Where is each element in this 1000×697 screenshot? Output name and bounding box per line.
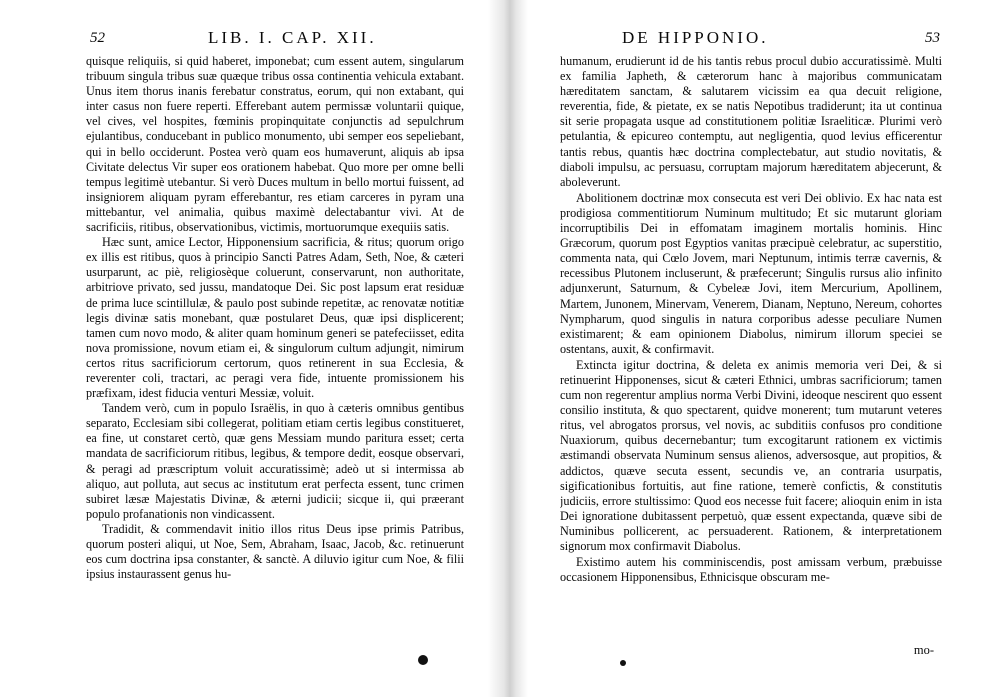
right-running-title: DE HIPPONIO. [622,28,769,47]
ink-blot [418,655,428,665]
paragraph: Hæc sunt, amice Lector, Hipponensium sacrificia, & ritus; quorum origo ex illis est ritibus, quos à principio Sancti Patres Adam, Seth, Noe, & cæteri usurparunt, ac piè, religiosèque coluerunt, conservarunt, non authoritate, arbitriove privato, sed jussu, mandatoque Dei. Sic post lapsum erat residuæ de prima luce scintillulæ, & paulo post subinde repetitæ, ac renovatæ notitiæ legis divinæ satis monebant, quæ postularet Deus, quæ ipsi displicerent; tamen cum novo modo, & aliter quam hominum generi se patefeciisset, edita nova promissione, novum etiam ei, & singulorum cultum adjungit, nimirum certos ritus sacrificiorum certorum, quos retinerent in sua Ecclesia, & reverenter coli, tractari, ac peragi vera fide, intuente promissionem his præfixam, idest fiducia venturi Messiæ, voluit. [86,235,464,401]
left-page-number: 52 [90,30,105,46]
right-page [560,26,942,666]
paragraph: humanum, erudierunt id de his tantis rebus procul dubio accuratissimè. Multi ex familia Japheth, & cæterorum hanc à majoribus communicatam hæreditatem sanctam, & salutarem vicissim ea qua decuit religione, reverentia, fide, & pietate, ex se natis Nepotibus tradiderunt; ita ut continua sit serie propagata usque ad constitutionem politiæ Israeliticæ. Plurimi verò petulantia, & epicureo contemptu, aut negligentia, quod levius efficerentur tantis rebus, quantis hæc doctrina complectebatur, aut studio novitatis, & diaboli impulsu, ac persuasu, corruptam majorum hæreditatem abjecerunt, & aboleverunt. [560,54,942,189]
book-gutter [488,0,528,697]
left-running-head [86,26,464,52]
left-running-title: LIB. I. CAP. XII. [208,28,377,47]
right-page-body [560,54,942,585]
paragraph: Tandem verò, cum in populo Israëlis, in quo à cæteris omnibus gentibus separato, Ecclesiam sibi collegerat, politiam etiam certis legibus constitueret, ea fine, ut constaret certò, quæ gens Messiam mundo paritura esset; certa mandata de sacrificiorum ritibus, legibus, & tempore dedit, eosque observari, & peragi ad præscriptum voluit accuratissimè; adeò ut si intermissa ab aliquo, aut polluta, aut secus ac institutum erat perfecta essent, tunc crimen subiret læsæ Majestatis Divinæ, & æterni judicii; sicque ii, qui præerant populo profanationis non vindicassent. [86,401,464,521]
left-page-body [86,54,464,582]
paragraph: Tradidit, & commendavit initio illos ritus Deus ipse primis Patribus, quorum posteri aliqui, ut Noe, Sem, Abraham, Isaac, Jacob, &c. retinuerunt eos cum doctrina ipsa constanter, & sanctè. A diluvio igitur cum Noe, & filii ipsius instaurassent genus hu- [86,521,464,582]
paragraph: Existimo autem his comminiscendis, post amissam verbum, præbuisse occasionem Hipponensibus, Ethnicisque obscuram me- [560,555,942,585]
paragraph: quisque reliquiis, si quid haberet, imponebat; cum essent autem, singularum tribuum singula tribus suæ quæque tribus ossa continentia vehicula extabant. Unus item thorus inanis ferebatur constratus, eorum, qui non extabant, qui inter casus non fuere reperti. Efferebant autem permissæ voluntarii quique, vel cives, vel hospites, fœminis propinquitate conjunctis ad sepulchrum ejulantibus, conducebant in publico monumento, ubi semper eos sepeliebant, qui in bello occiderunt. Postea verò quam eos humaverunt, aliquis ab ipsa Civitate delectus Vir super eos orationem habebat. Quo more per omne belli tempus legitimè utebantur. Si verò Duces multum in bello mortui fuissent, ad insigniorem aliquam pyram efferebantur, res etiam carceres in pyram una mittebantur, vel animalia, quibus maximè delectabantur vivi. At de sacrificiis, ritibus, observationibus, victimis, mortuorumque exequiis satis. [86,54,464,235]
right-page-number: 53 [925,30,940,46]
catchword: mo- [913,643,934,657]
ink-blot [620,660,626,666]
left-page [86,26,464,666]
paragraph: Abolitionem doctrinæ mox consecuta est veri Dei oblivio. Ex hac nata est prodigiosa commentitiorum Numinum multitudo; Et sic mutarunt gloriam incorruptibilis Dei in effomatam imaginem mortalis hominis. Hinc Græcorum, quorum post Egyptios vanitas præcipuè celebratur, ac superstitio, commenta nata, qui Cœlo Jovem, mari Neptunum, intimis terræ cavernis, & recessibus Plutonem incluserunt, & præfecerunt; Singulis rursus alio infinito adjunxerunt, Saturnum, & Cybeleæ Jovi, item Mercurium, Apollinem, Martem, Junonem, Minervam, Venerem, Dianam, Neptuno, Nereum, cohortes Nympharum, quod singulis in natura corporibus adesse peculiare Numen existimarent; & eam opinionem Diabolus, nimirum illorum speciei se ostentans, auxit, & confirmavit. [560,190,942,356]
paragraph: Extincta igitur doctrina, & deleta ex animis memoria veri Dei, & si retinuerint Hipponenses, sicut & cæteri Ethnici, umbras sacrificiorum; tamen cum non regerentur amplius norma Verbi Divini, ideoque nescirent quo essent consilio instituta, & quo spectarent, quidve monerent; tum mutarunt veteres ritus, vel abrogatos prorsus, vel novis, ac subditiis confusos pro conditione Nuaxiorum, quibus decernebantur; tum excogitarunt rationem ex victimis æstimandi observata Numinum sensus alienos, adversosque, aut propitios, & addictos, quæve secuta essent, secundis ve, an contraria usurpatis, sigificationibus fortuitis, aut fine ratione, temerè confictis, & constitutis judiciis, errore stultissimo: Quod eos necesse fuit facere; alioquin enim in ista Dei ignoratione dubitassent perpetuò, quæ essent expectanda, quæve sibi de Numinibus pollicerent, ac persuaderent. Rationem, & interpretationem signorum mox confirmavit Diabolus. [560,357,942,553]
right-running-head [560,26,942,52]
